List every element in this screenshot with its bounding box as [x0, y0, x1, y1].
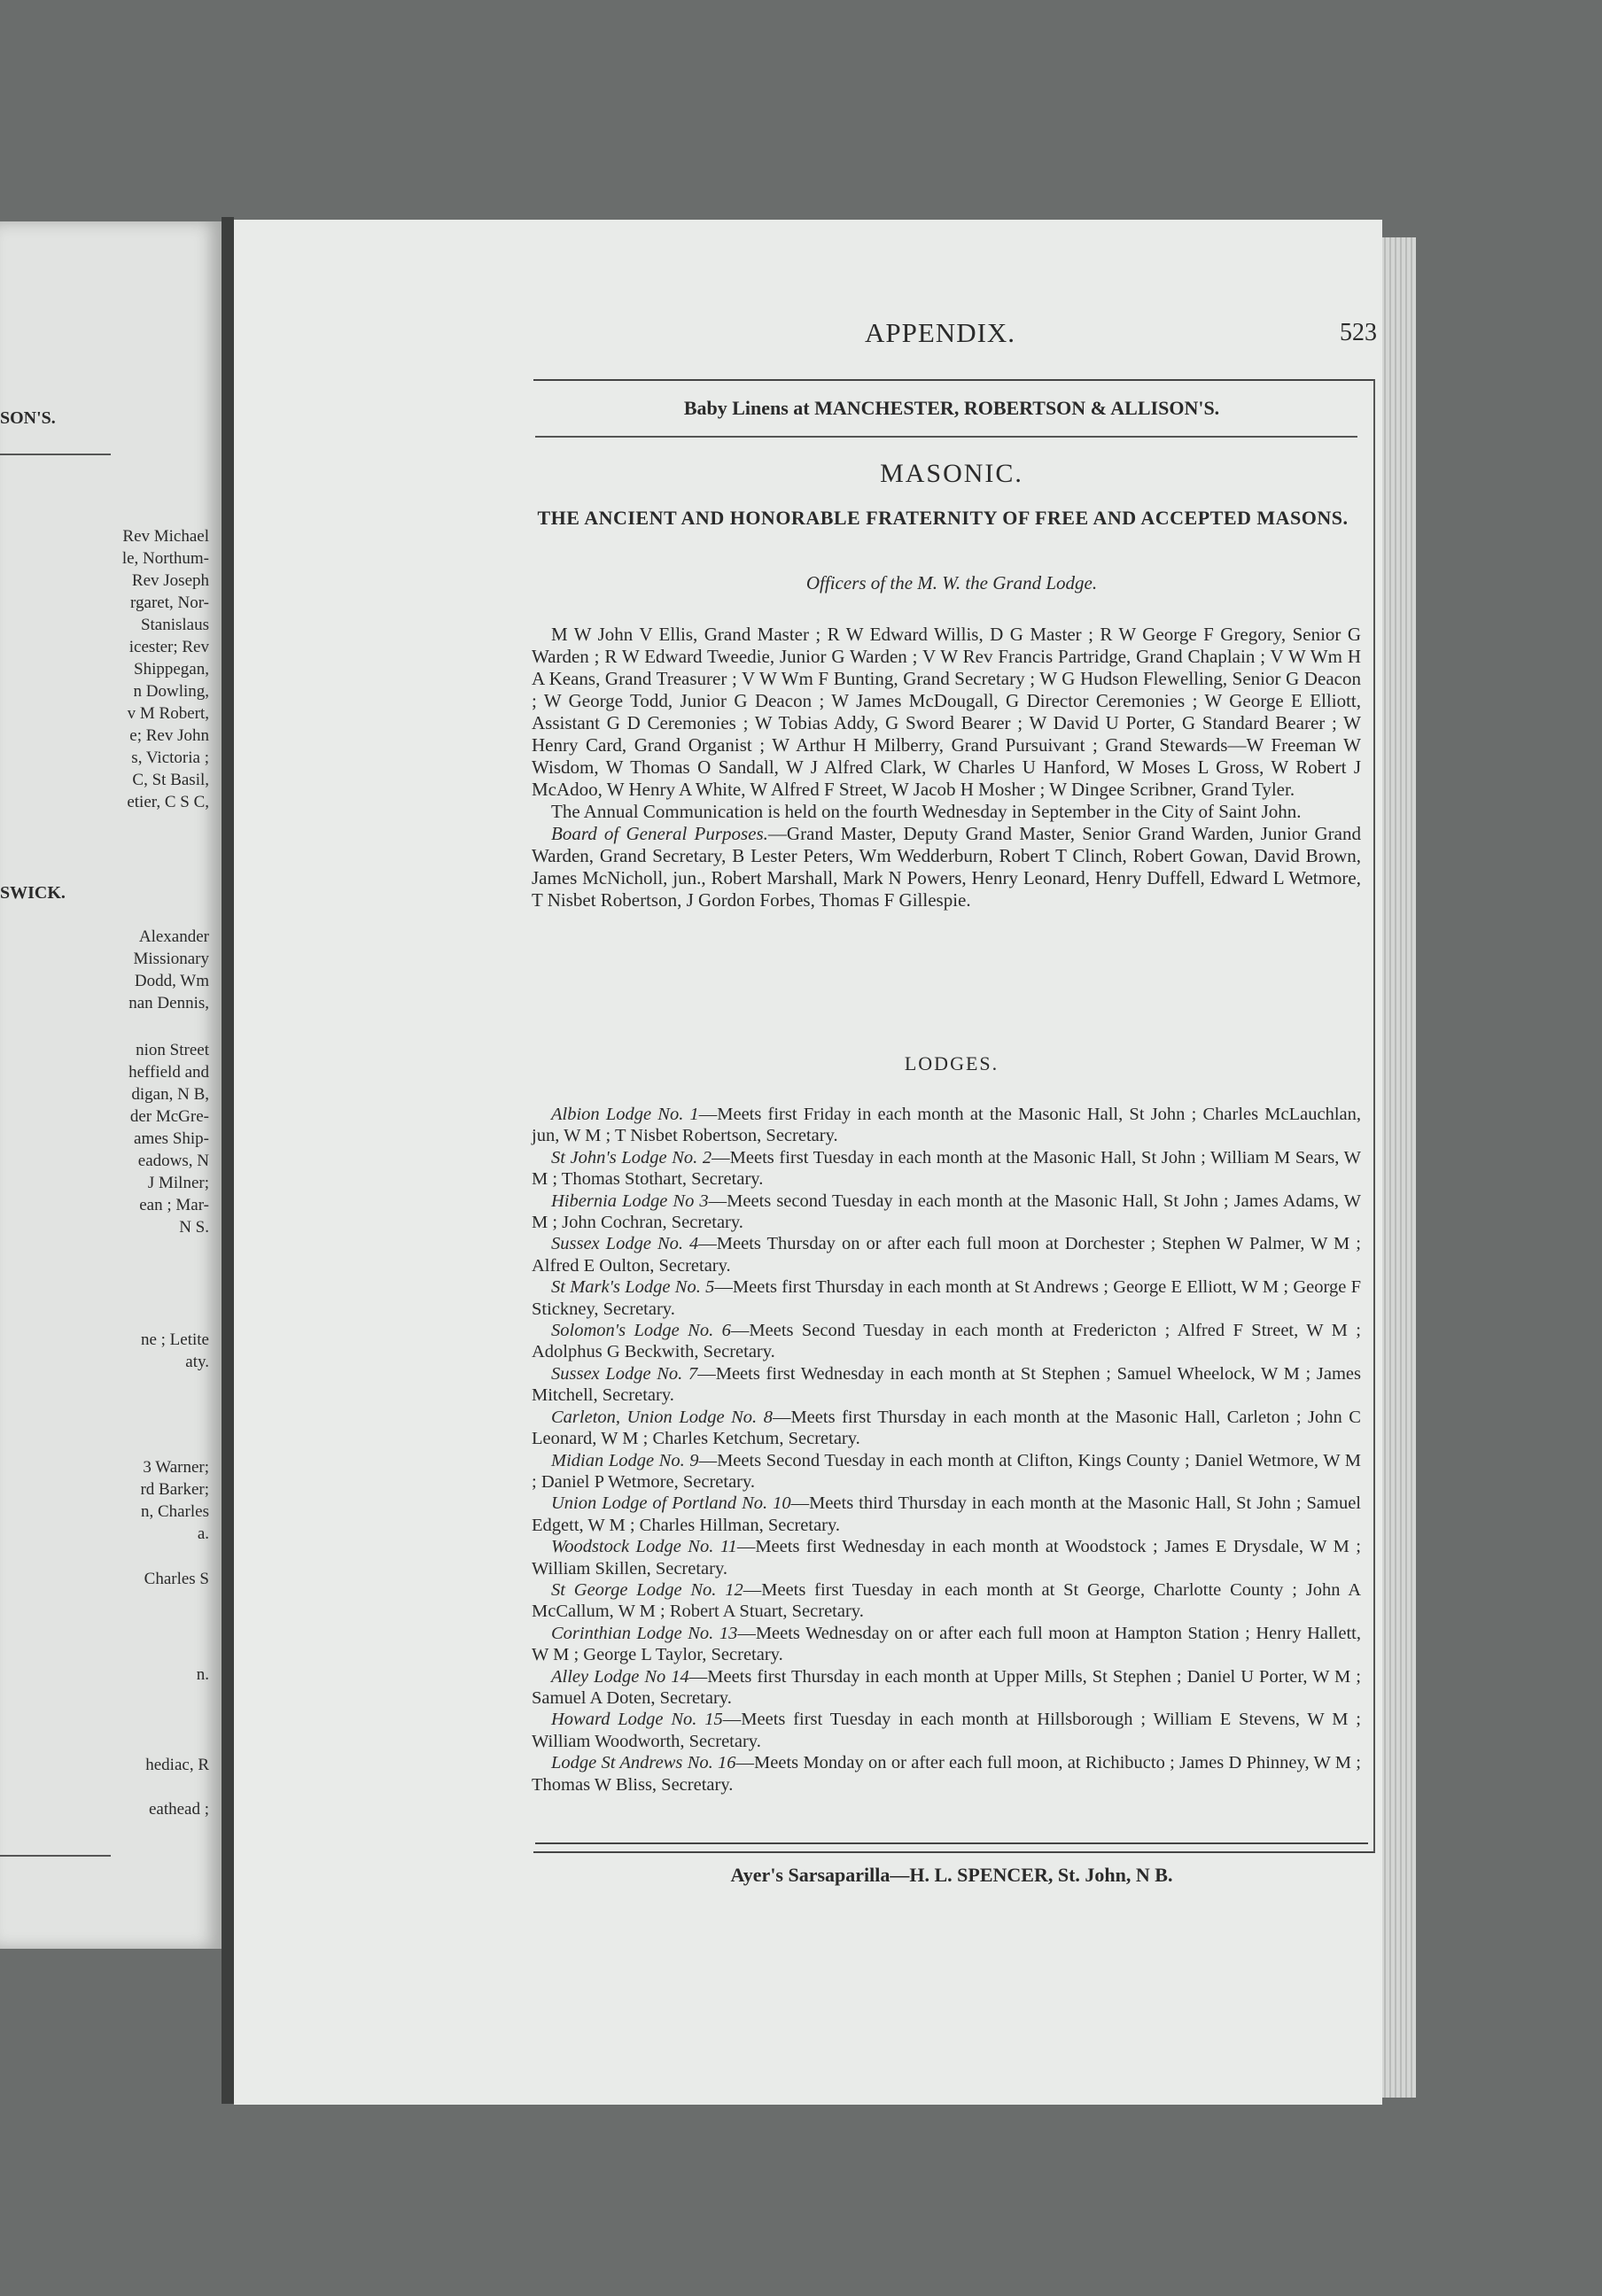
left-text-line: n. [196, 1665, 209, 1684]
left-text-line: Rev Joseph [131, 571, 209, 590]
lodge-entry [532, 1450, 1361, 1493]
lodge-entry [532, 1191, 1361, 1234]
left-text-line: le, Northum- [121, 549, 209, 568]
left-text-line: Alexander [138, 927, 209, 946]
officers-section [532, 624, 1361, 911]
lodge-details: —Meets third Thursday in each month at the Masonic Hall, St John ; Samuel Edgett, W M ; Charles Hillman, Secretary. [532, 1493, 1361, 1535]
left-text-line: ames Ship- [134, 1129, 209, 1148]
left-text-line: Rev Michael [122, 527, 209, 546]
lodge-name: Lodge St Andrews No. 16 [551, 1753, 736, 1773]
lodge-name: St George Lodge No. 12 [551, 1579, 743, 1600]
lodge-name: Corinthian Lodge No. 13 [551, 1623, 738, 1643]
left-page [0, 221, 222, 1949]
section-title: MASONIC. [880, 459, 1023, 488]
section-subtitle: THE ANCIENT AND HONORABLE FRATERNITY OF FREE AND ACCEPTED MASONS. [537, 507, 1349, 529]
lodge-name: Solomon's Lodge No. 6 [551, 1321, 731, 1341]
lodge-details: —Meets first Friday in each month at the Masonic Hall, St John ; Charles McLauchlan, jun, W M ; T Nisbet Robertson, Secretary. [532, 1105, 1361, 1146]
lodge-entry [532, 1320, 1361, 1363]
officers-list: M W John V Ellis, Grand Master ; R W Edward Willis, D G Master ; R W George F Gregory, Senior G Warden ; R W Edward Tweedie, Junior G Warden ; V W Rev Francis Partridge, Grand Chaplain ; V W Wm H A Keans, Grand Treasurer ; V W Wm F Bunting, Grand Secretary ; W G Hudson Flewelling, Senior G Deacon ; W George Todd, Junior G Deacon ; W James McDougall, G Director Ceremonies ; W George E Elliott, Assistant G D Ceremonies ; W Tobias Addy, G Sword Bearer ; W David U Porter, G Standard Bearer ; W Henry Card, Grand Organist ; W Arthur H Milberry, Grand Pursuivant ; Grand Stewards—W Freeman W Wisdom, W Thomas O Sandall, W J Alfred Clark, W Charles U Hanford, W Moses L Gross, W Robert J McAdoo, W Henry A White, W Alfred F Street, W Jacob H Mosher ; W Dingee Scribner, Grand Tyler. [532, 624, 1361, 800]
left-text-line: n, Charles [140, 1502, 209, 1521]
left-text-line: aty. [185, 1353, 209, 1371]
board-of-general-purposes [532, 823, 1361, 911]
left-text-line: der McGre- [129, 1107, 209, 1126]
left-text-line: a. [197, 1524, 209, 1543]
left-text-block [145, 1754, 209, 1776]
lodge-name: Midian Lodge No. 9 [551, 1450, 699, 1470]
left-text-line: v M Robert, [127, 704, 209, 723]
lodge-entry [532, 1276, 1361, 1320]
lodge-name: Howard Lodge No. 15 [551, 1710, 723, 1730]
left-text-line: icester; Rev [128, 638, 209, 656]
bottom-rule [535, 1842, 1368, 1844]
lodge-name: Alley Lodge No 14 [551, 1666, 689, 1687]
left-text-block [197, 1664, 209, 1686]
lodge-name: Carleton, Union Lodge No. 8 [551, 1407, 773, 1427]
lodges-list [532, 1104, 1361, 1796]
left-page-rule [0, 1855, 111, 1857]
left-text-line: rgaret, Nor- [130, 593, 209, 612]
left-text-block [144, 1568, 209, 1590]
left-text-line: hediac, R [145, 1756, 209, 1774]
lodge-entry [532, 1407, 1361, 1450]
lodge-details: —Meets Monday on or after each full moon, at Richibucto ; James D Phinney, W M ; Thomas W Bliss, Secretary. [532, 1753, 1361, 1795]
lodge-name: Hibernia Lodge No 3 [551, 1191, 709, 1211]
left-text-line: ne ; Letite [140, 1330, 209, 1349]
lodge-entry [532, 1233, 1361, 1276]
advertisement-bottom: Ayer's Sarsaparilla—H. L. SPENCER, St. John, N B. [730, 1864, 1173, 1886]
left-text-line: e; Rev John [129, 726, 209, 745]
advertisement-rule [535, 436, 1357, 438]
lodge-details: —Meets first Tuesday in each month at St George, Charlotte County ; John A McCallum, W M ; Robert A Stuart, Secretary. [532, 1579, 1361, 1622]
lodge-details: —Meets first Thursday in each month at St Andrews ; George E Elliott, W M ; George F Stickney, Secretary. [532, 1277, 1361, 1319]
lodge-entry [532, 1104, 1361, 1147]
left-text-line: n Dowling, [133, 682, 209, 701]
lodge-entry [532, 1709, 1361, 1752]
lodge-details: —Meets first Wednesday in each month at St Stephen ; Samuel Wheelock, W M ; James Mitchell, Secretary. [532, 1363, 1361, 1406]
left-text-block [140, 1456, 209, 1545]
left-text-line: rd Barker; [140, 1480, 209, 1499]
left-text-line: nan Dennis, [128, 994, 209, 1012]
left-page-text [0, 221, 222, 1949]
left-text-line: Dodd, Wm [134, 972, 209, 990]
running-head: APPENDIX. [865, 317, 1016, 348]
lodge-details: —Meets Wednesday on or after each full moon at Hampton Station ; Henry Hallett, W M ; George L Taylor, Secretary. [532, 1623, 1361, 1665]
lodge-name: Woodstock Lodge No. 11 [551, 1537, 737, 1557]
board-label: Board of General Purposes. [551, 823, 768, 844]
right-page [234, 220, 1382, 2105]
left-page-rule [0, 454, 111, 455]
left-text-line: eadows, N [137, 1152, 209, 1170]
lodge-entry [532, 1623, 1361, 1666]
lodge-name: Albion Lodge No. 1 [551, 1105, 699, 1124]
lodge-entry [532, 1493, 1361, 1536]
left-text-line: C, St Basil, [132, 771, 209, 789]
lodge-details: —Meets Second Tuesday in each month at Clifton, Kings County ; Daniel Wetmore, W M ; Daniel P Wetmore, Secretary. [532, 1450, 1361, 1492]
left-text-line: s, Victoria ; [131, 749, 209, 767]
lodge-details: —Meets Second Tuesday in each month at Fredericton ; Alfred F Street, W M ; Adolphus G Beckwith, Secretary. [532, 1321, 1361, 1362]
lodges-heading: LODGES. [904, 1052, 999, 1074]
left-text-block [141, 1329, 209, 1373]
left-text-line: N S. [179, 1218, 209, 1237]
left-text-line: nion Street [136, 1041, 209, 1059]
lodge-name: Sussex Lodge No. 7 [551, 1363, 698, 1384]
lodge-name: Union Lodge of Portland No. 10 [551, 1493, 791, 1514]
lodge-name: St Mark's Lodge No. 5 [551, 1277, 715, 1298]
left-text-line: 3 Warner; [143, 1458, 209, 1477]
page-number: 523 [1340, 319, 1377, 346]
left-text-block [122, 525, 209, 813]
officers-heading: Officers of the M. W. the Grand Lodge. [805, 572, 1098, 593]
lodge-entry [532, 1147, 1361, 1191]
left-text-block [128, 926, 209, 1014]
left-text-line: heffield and [128, 1063, 209, 1082]
left-text-line: Charles S [144, 1570, 209, 1588]
lodge-entry [532, 1579, 1361, 1623]
lodge-name: St John's Lodge No. 2 [551, 1147, 712, 1167]
lodge-entry [532, 1752, 1361, 1796]
lodge-details: —Meets first Thursday in each month at the Masonic Hall, Carleton ; John C Leonard, W M ; Charles Ketchum, Secretary. [532, 1407, 1361, 1449]
left-text-block [149, 1798, 209, 1820]
left-text-block [128, 1039, 209, 1238]
left-text-line: J Milner; [147, 1174, 209, 1192]
left-page-header: SON'S. [0, 408, 56, 428]
lodge-entry [532, 1363, 1361, 1407]
lodge-details: —Meets Thursday on or after each full moon at Dorchester ; Stephen W Palmer, W M ; Alfred E Oulton, Secretary. [532, 1234, 1362, 1276]
lodge-entry [532, 1666, 1361, 1710]
left-text-line: ean ; Mar- [139, 1196, 209, 1214]
lodge-details: —Meets second Tuesday in each month at the Masonic Hall, St John ; James Adams, W M ; John Cochran, Secretary. [532, 1191, 1361, 1233]
advertisement-top: Baby Linens at MANCHESTER, ROBERTSON & ALLISON'S. [683, 397, 1220, 419]
lodge-details: —Meets first Tuesday in each month at Hillsborough ; William E Stevens, W M ; William Woodworth, Secretary. [532, 1710, 1361, 1751]
left-text-line: digan, N B, [131, 1085, 209, 1104]
lodge-details: —Meets first Wednesday in each month at Woodstock ; James E Drysdale, W M ; William Skillen, Secretary. [532, 1537, 1361, 1578]
left-page-header-2: SWICK. [0, 883, 66, 903]
left-text-line: Stanislaus [140, 616, 209, 634]
lodge-details: —Meets first Thursday in each month at Upper Mills, St Stephen ; Daniel U Porter, W M ; Samuel A Doten, Secretary. [532, 1666, 1361, 1708]
left-text-line: Missionary [133, 950, 209, 968]
lodge-details: —Meets first Tuesday in each month at the Masonic Hall, St John ; William M Sears, W M ; Thomas Stothart, Secretary. [532, 1147, 1361, 1190]
left-text-line: Shippegan, [134, 660, 209, 679]
left-text-line: etier, C S C, [127, 793, 209, 811]
left-text-line: eathead ; [148, 1800, 209, 1819]
board-members: —Grand Master, Deputy Grand Master, Senior Grand Warden, Junior Grand Warden, Grand Secretary, B Lester Peters, Wm Wedderburn, Robert T Clinch, Robert Gowan, David Brown, James McNicholl, jun., Robert Marshall, Mark N Powers, Henry Leonard, Henry Duffell, Edward L Wetmore, T Nisbet Robertson, J Gordon Forbes, Thomas F Gillespie. [532, 823, 1361, 911]
book-gutter [222, 217, 234, 2104]
annual-communication: The Annual Communication is held on the fourth Wednesday in September in the City of Saint John. [551, 801, 1302, 822]
lodge-entry [532, 1536, 1361, 1579]
lodge-name: Sussex Lodge No. 4 [551, 1234, 699, 1254]
